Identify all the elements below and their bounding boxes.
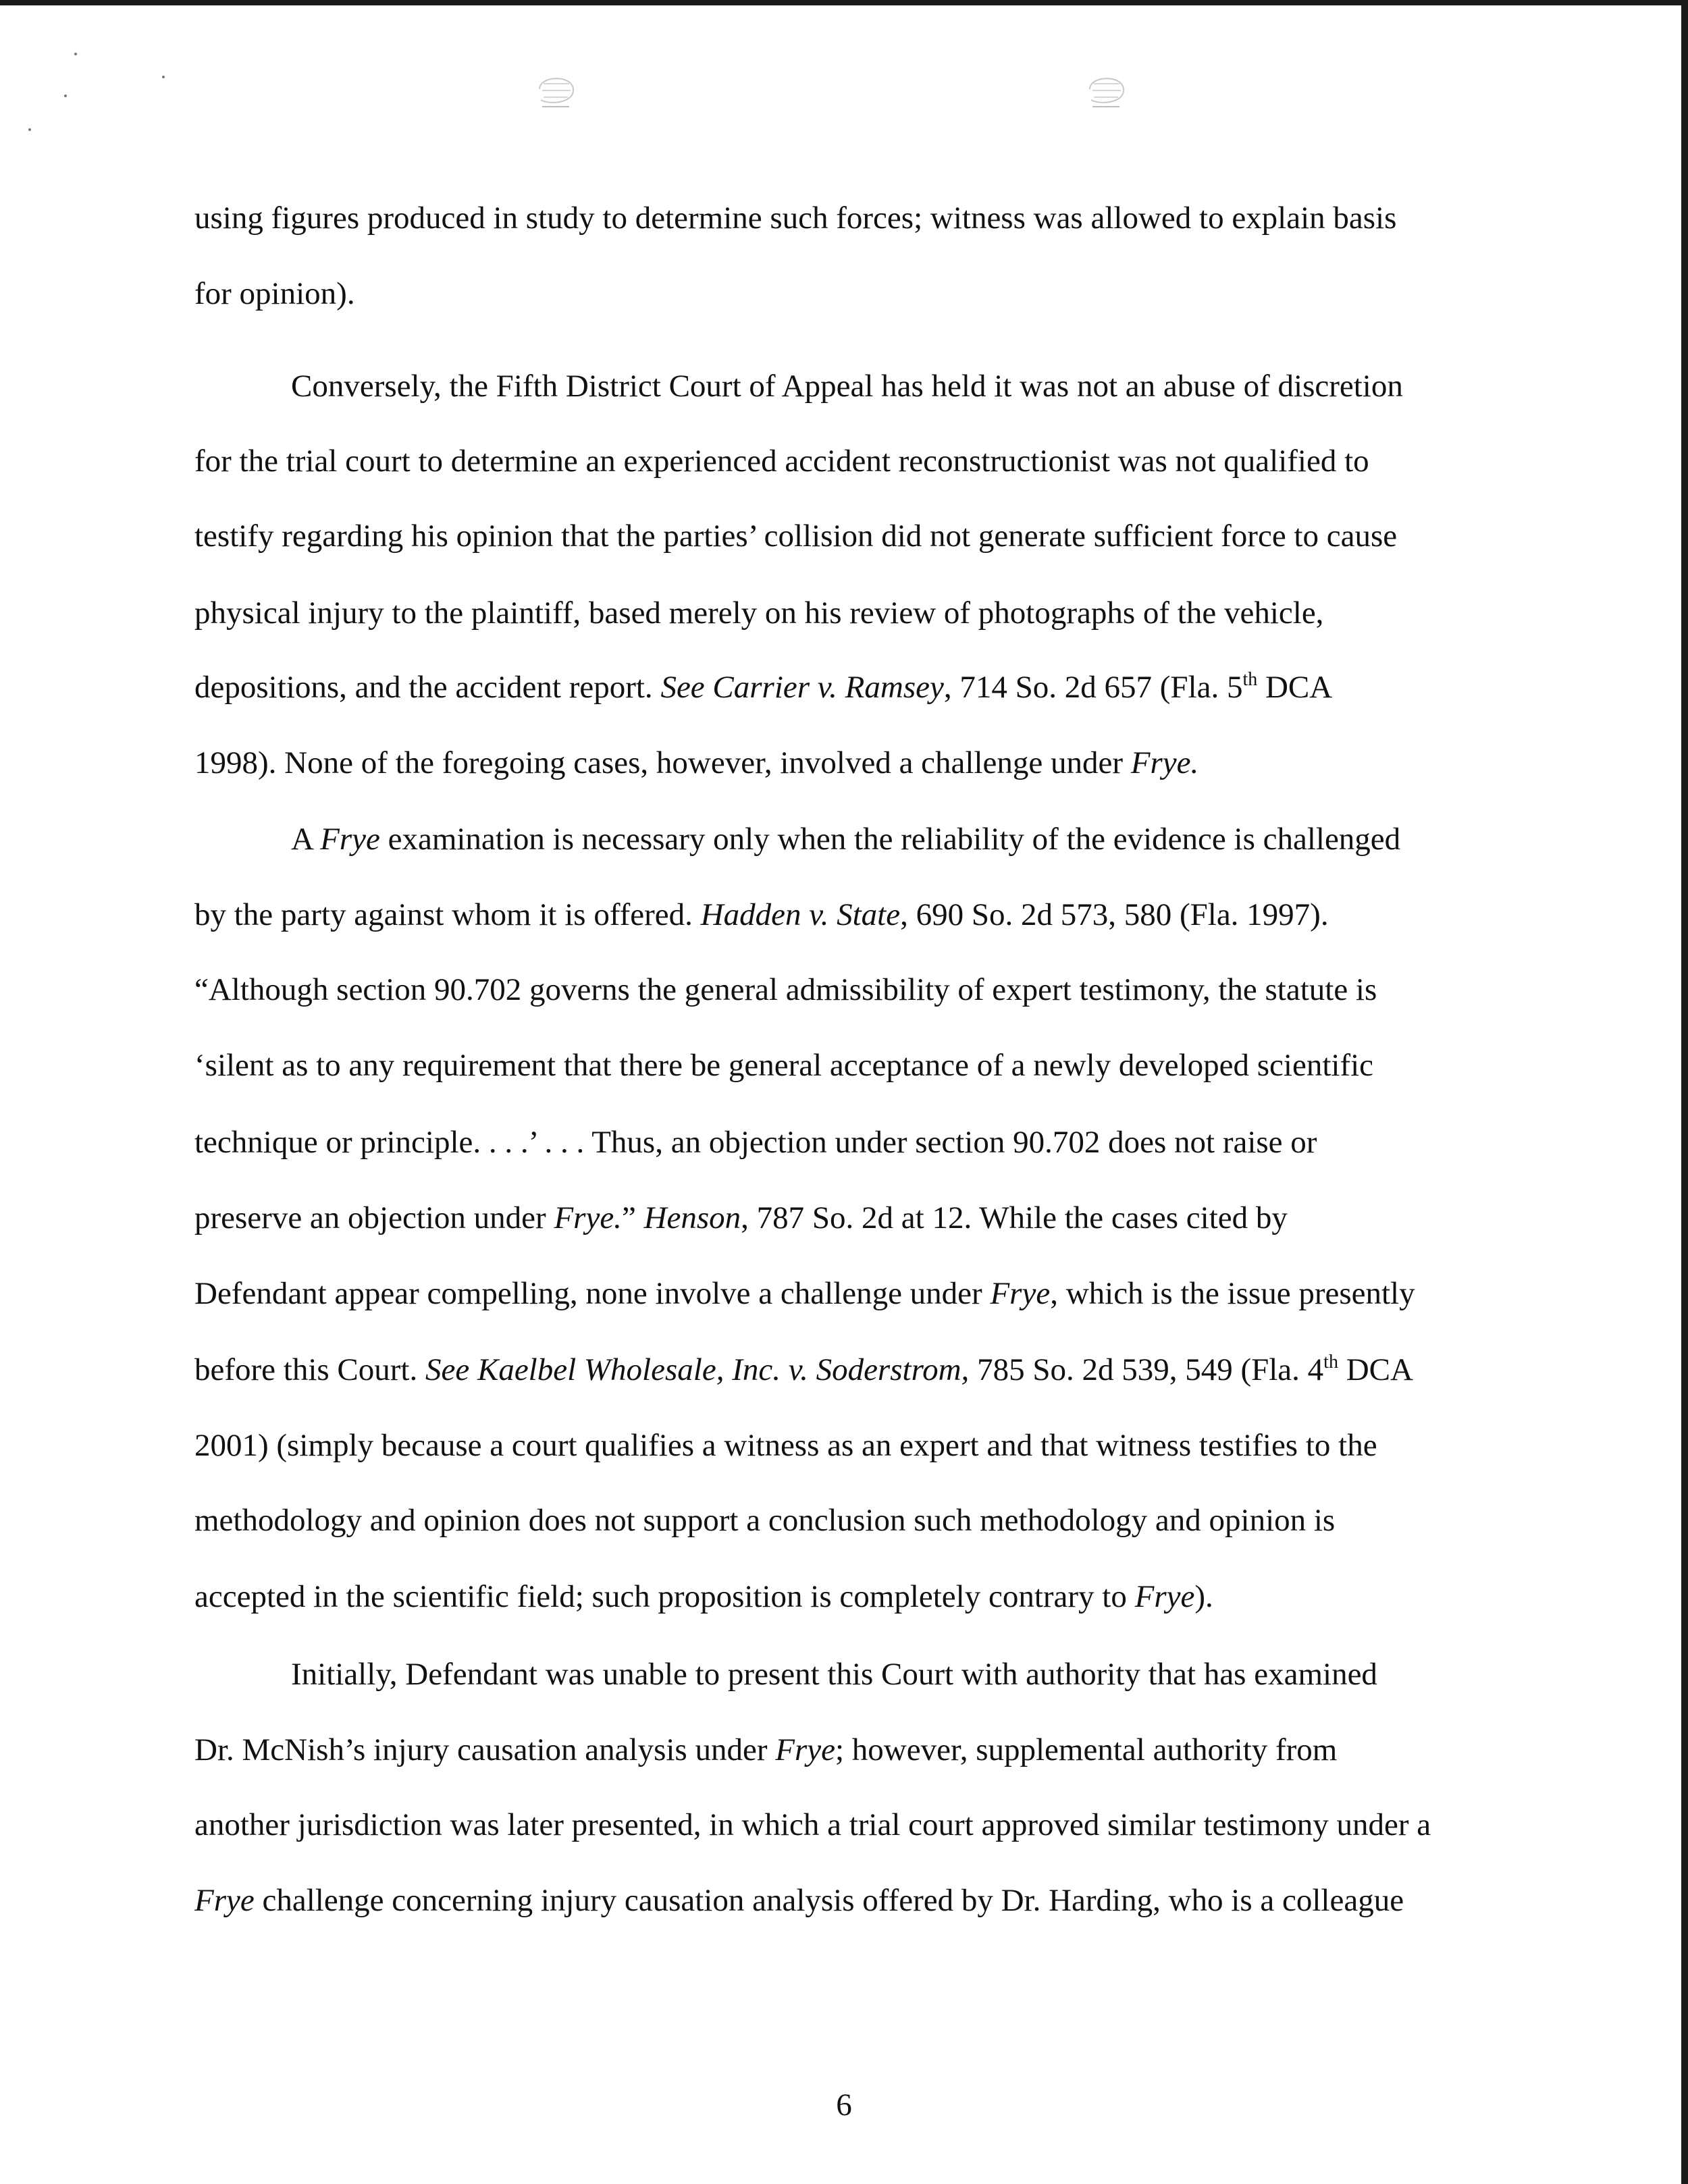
text-line (291, 367, 1403, 405)
line-text: , which is the issue presently (1050, 1276, 1415, 1311)
faint-stamp-mark (1080, 62, 1134, 116)
line-text: A (291, 822, 321, 857)
line-text: another jurisdiction was later presented, in which a trial court approved similar testimony under a (194, 1807, 1431, 1842)
ordinal-suffix: th (1323, 1352, 1338, 1373)
text-line (194, 1123, 1317, 1161)
text-line (194, 1882, 1404, 1919)
line-text: depositions, and the accident report. (194, 670, 661, 705)
italic-citation: Frye. (554, 1200, 622, 1235)
line-text: accepted in the scientific field; such proposition is completely contrary to (194, 1579, 1135, 1614)
line-text: testify regarding his opinion that the parties’ collision did not generate sufficient force to cause (194, 518, 1398, 554)
line-text: technique or principle. . . .’ . . . Thus, an objection under section 90.702 does not raise or (194, 1125, 1317, 1160)
line-text: for opinion). (194, 276, 355, 311)
text-line (194, 1501, 1335, 1539)
italic-citation: Frye (1134, 1579, 1195, 1614)
italic-citation: Frye (194, 1883, 255, 1918)
text-line (194, 1806, 1431, 1844)
line-text: ” (621, 1200, 644, 1235)
scan-edge-right (1681, 0, 1688, 2184)
italic-citation: Hadden v. State (700, 897, 901, 932)
text-line (194, 744, 1198, 782)
scan-speck (64, 95, 67, 97)
line-text: DCA (1257, 670, 1333, 705)
line-text: before this Court. (194, 1352, 425, 1387)
text-line (194, 275, 355, 313)
italic-citation: Frye (990, 1276, 1051, 1311)
line-text: 1998). None of the foregoing cases, however, involved a challenge under (194, 745, 1131, 780)
text-line (194, 971, 1377, 1009)
text-line (194, 668, 1332, 706)
scan-edge-top (0, 0, 1688, 5)
text-line (194, 1578, 1213, 1616)
ordinal-suffix: th (1242, 669, 1258, 690)
text-line (194, 896, 1329, 934)
scan-speck (74, 53, 77, 55)
line-text: preserve an objection under (194, 1200, 554, 1235)
line-text: Defendant appear compelling, none involve a challenge under (194, 1276, 991, 1311)
line-text: ). (1194, 1579, 1213, 1614)
text-line (194, 1731, 1337, 1769)
line-text: physical injury to the plaintiff, based merely on his review of photographs of the vehicle, (194, 595, 1324, 631)
line-text: challenge concerning injury causation analysis offered by Dr. Harding, who is a colleague (254, 1883, 1404, 1918)
text-line (194, 199, 1396, 237)
line-text: by the party against whom it is offered. (194, 897, 701, 932)
italic-citation: Henson (643, 1200, 741, 1235)
line-text: Initially, Defendant was unable to present this Court with authority that has examined (291, 1657, 1377, 1692)
line-text: “Although section 90.702 governs the general admissibility of expert testimony, the statute is (194, 972, 1377, 1007)
text-line (194, 1427, 1377, 1464)
text-line (291, 1655, 1377, 1693)
line-text: Dr. McNish’s injury causation analysis under (194, 1732, 776, 1767)
text-line (194, 442, 1369, 480)
line-text: for the trial court to determine an experienced accident reconstructionist was not qualified to (194, 444, 1369, 479)
line-text: , 714 So. 2d 657 (Fla. 5 (943, 670, 1243, 705)
text-line (194, 1046, 1373, 1084)
line-text: DCA (1338, 1352, 1413, 1387)
text-line (194, 1351, 1413, 1389)
line-text: ‘silent as to any requirement that there be general acceptance of a newly developed scientific (194, 1048, 1374, 1083)
line-text: ; however, supplemental authority from (835, 1732, 1338, 1767)
italic-citation: See Kaelbel Wholesale, Inc. v. Soderstrom, (425, 1352, 970, 1387)
scan-speck (162, 76, 165, 78)
italic-citation: Frye (320, 822, 380, 857)
text-line (194, 1199, 1288, 1237)
text-line (291, 820, 1400, 858)
faint-stamp-mark (530, 62, 584, 116)
line-text: examination is necessary only when the reliability of the evidence is challenged (379, 822, 1401, 857)
line-text: Conversely, the Fifth District Court of Appeal has held it was not an abuse of discretion (291, 369, 1403, 404)
scan-speck (28, 128, 31, 131)
italic-citation: Frye. (1130, 745, 1199, 780)
page-number: 6 (836, 2087, 852, 2123)
italic-citation: Frye (775, 1732, 835, 1767)
text-line (194, 1275, 1415, 1312)
text-line (194, 517, 1397, 555)
line-text: , 787 So. 2d at 12. While the cases cited by (741, 1200, 1288, 1235)
text-line (194, 594, 1323, 632)
line-text: , 690 So. 2d 573, 580 (Fla. 1997). (900, 897, 1329, 932)
italic-citation: See Carrier v. Ramsey (660, 670, 944, 705)
line-text: methodology and opinion does not support a conclusion such methodology and opinion is (194, 1503, 1336, 1538)
line-text: using figures produced in study to determine such forces; witness was allowed to explain basis (194, 201, 1397, 236)
line-text: 2001) (simply because a court qualifies a witness as an expert and that witness testifies to the (194, 1428, 1377, 1463)
line-text: 785 So. 2d 539, 549 (Fla. 4 (969, 1352, 1324, 1387)
